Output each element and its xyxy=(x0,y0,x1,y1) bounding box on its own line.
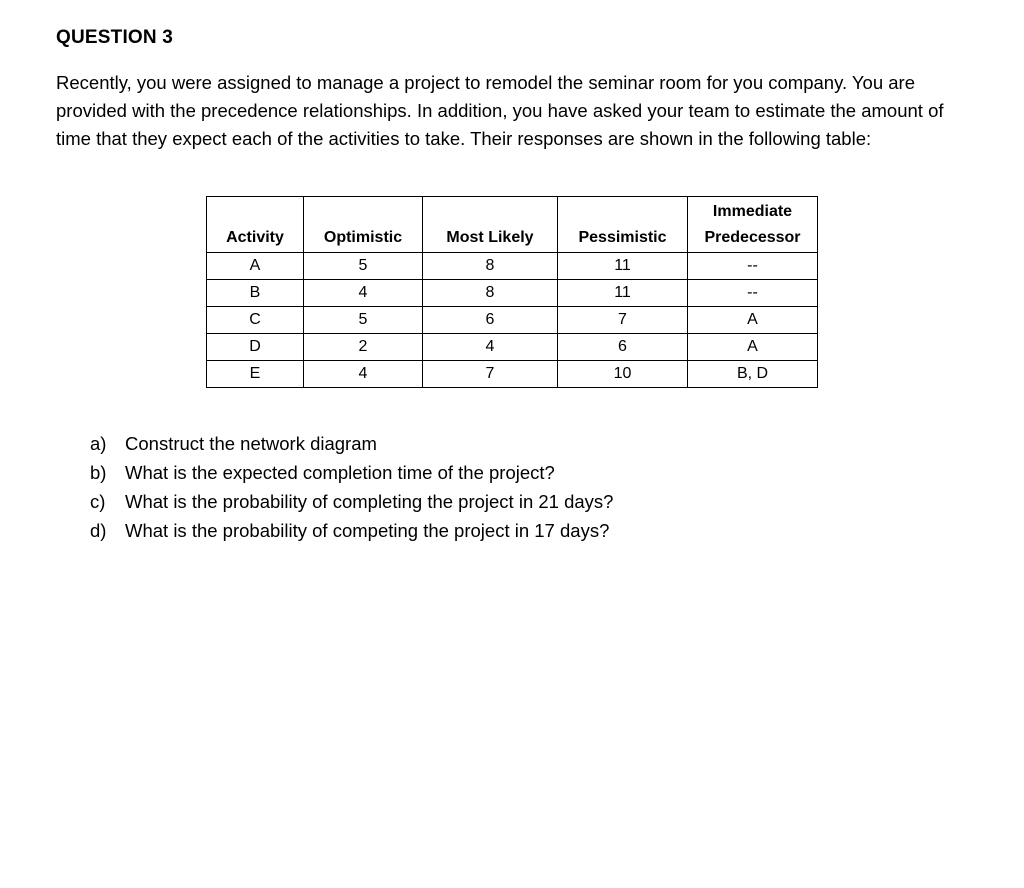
question-letter: c) xyxy=(90,491,106,512)
cell-most-likely: 6 xyxy=(423,307,558,334)
cell-most-likely: 8 xyxy=(423,280,558,307)
cell-activity: E xyxy=(207,361,304,388)
cell-pessimistic: 7 xyxy=(558,307,688,334)
question-letter: b) xyxy=(90,462,107,483)
cell-optimistic: 2 xyxy=(304,334,423,361)
cell-predecessor: A xyxy=(688,334,818,361)
cell-pessimistic: 6 xyxy=(558,334,688,361)
cell-optimistic: 5 xyxy=(304,307,423,334)
activity-table xyxy=(206,196,818,388)
intro-paragraph: Recently, you were assigned to manage a project to remodel the seminar room for you company. You are provided with the precedence relationships. In addition, you have asked your team to estimate the amount of time that they expect each of the activities to take. Their responses are shown in the following table: xyxy=(56,72,944,149)
cell-activity: A xyxy=(207,253,304,280)
cell-optimistic: 4 xyxy=(304,361,423,388)
question-text: What is the probability of completing the project in 21 days? xyxy=(125,491,614,512)
header-optimistic: Optimistic xyxy=(304,197,423,253)
header-pessimistic: Pessimistic xyxy=(558,197,688,253)
question-item-b xyxy=(90,458,613,487)
question-text: What is the probability of competing the project in 17 days? xyxy=(125,520,610,541)
question-item-d xyxy=(90,516,613,545)
cell-most-likely: 8 xyxy=(423,253,558,280)
cell-pessimistic: 10 xyxy=(558,361,688,388)
table-row xyxy=(207,334,818,361)
cell-most-likely: 7 xyxy=(423,361,558,388)
question-text: Construct the network diagram xyxy=(125,433,377,454)
table-row xyxy=(207,307,818,334)
cell-most-likely: 4 xyxy=(423,334,558,361)
cell-activity: B xyxy=(207,280,304,307)
cell-predecessor: B, D xyxy=(688,361,818,388)
question-letter: d) xyxy=(90,520,107,541)
table-header-row xyxy=(207,197,818,253)
cell-optimistic: 5 xyxy=(304,253,423,280)
table-row xyxy=(207,253,818,280)
cell-predecessor: -- xyxy=(688,253,818,280)
question-text: What is the expected completion time of the project? xyxy=(125,462,555,483)
header-immediate-predecessor: Immediate Predecessor xyxy=(688,197,818,253)
cell-predecessor: -- xyxy=(688,280,818,307)
question-letter: a) xyxy=(90,433,107,454)
cell-activity: C xyxy=(207,307,304,334)
cell-pessimistic: 11 xyxy=(558,253,688,280)
table-row xyxy=(207,280,818,307)
cell-pessimistic: 11 xyxy=(558,280,688,307)
question-list xyxy=(90,429,613,545)
question-item-a xyxy=(90,429,613,458)
question-item-c xyxy=(90,487,613,516)
cell-optimistic: 4 xyxy=(304,280,423,307)
header-most-likely: Most Likely xyxy=(423,197,558,253)
table-row xyxy=(207,361,818,388)
cell-activity: D xyxy=(207,334,304,361)
question-heading: QUESTION 3 xyxy=(56,27,174,48)
header-activity: Activity xyxy=(207,197,304,253)
cell-predecessor: A xyxy=(688,307,818,334)
